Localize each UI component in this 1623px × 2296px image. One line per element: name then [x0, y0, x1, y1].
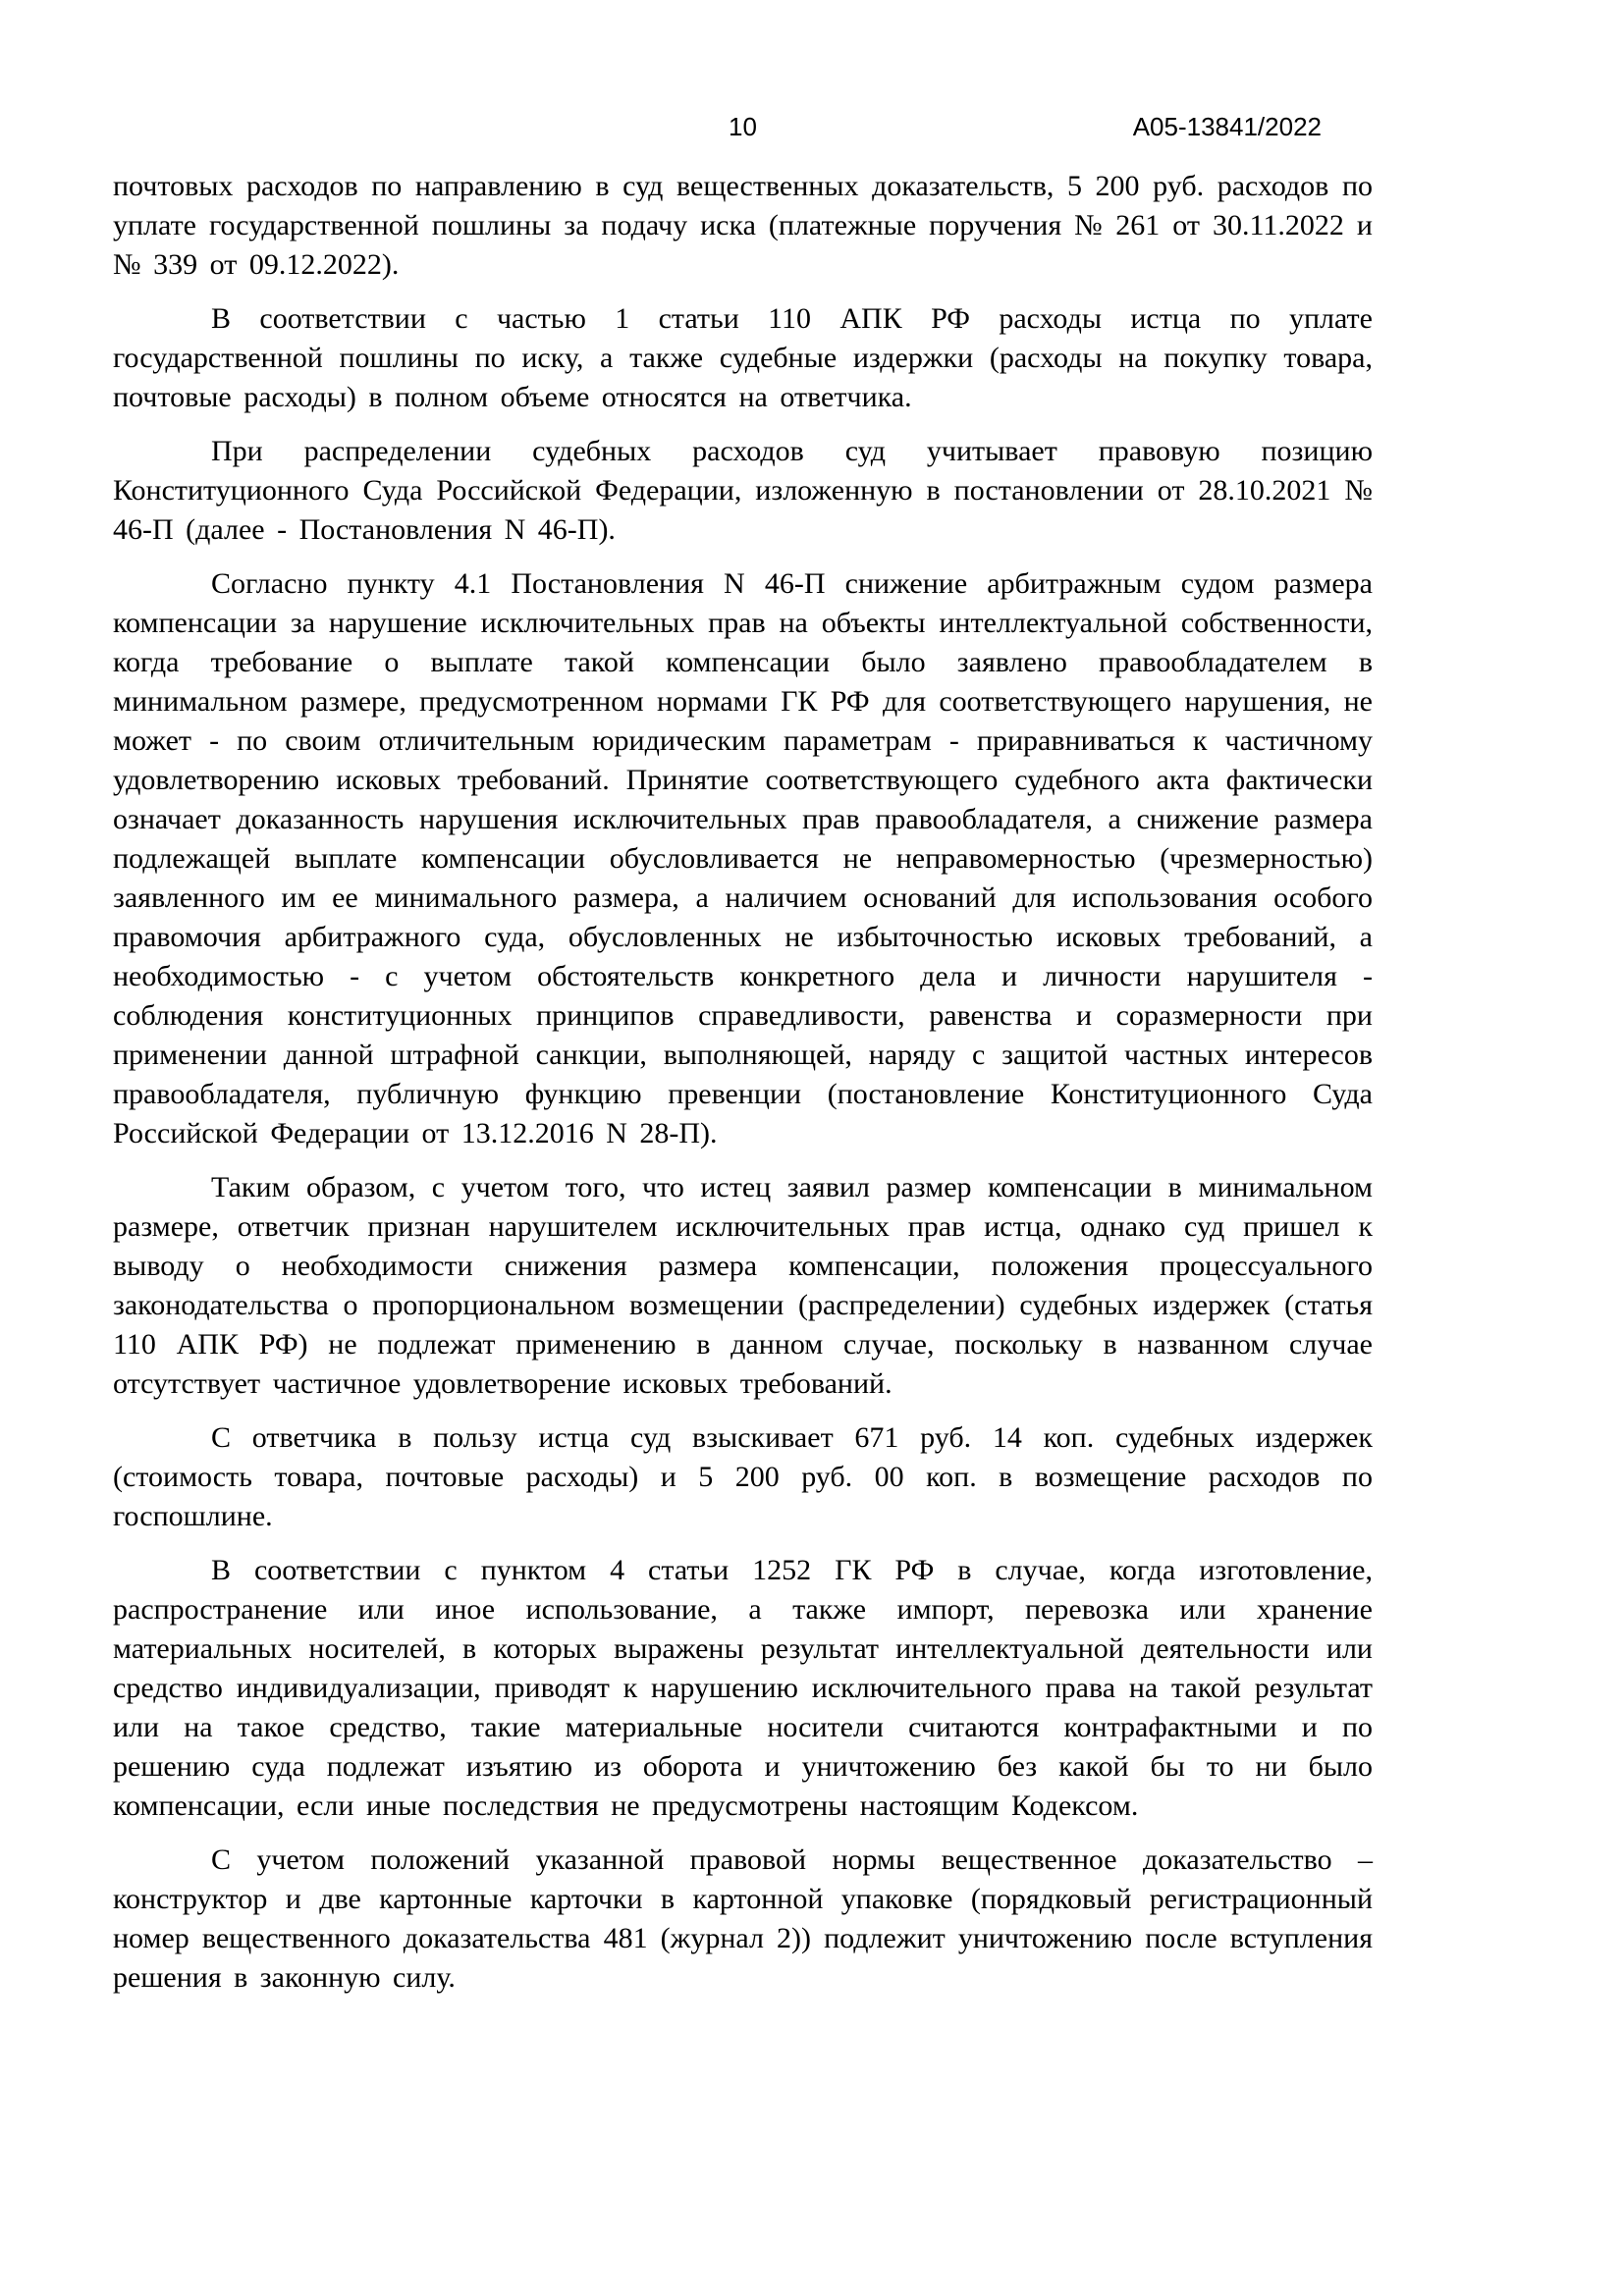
paragraph-2: В соответствии с частью 1 статьи 110 АПК РФ расходы истца по уплате государственной пошлины по иску, а также судебные издержки (расходы на покупку товара, почтовые расходы) в полном объеме относятся на ответчика.	[113, 302, 1373, 413]
paragraph-7: В соответствии с пунктом 4 статьи 1252 ГК РФ в случае, когда изготовление, распространение или иное использование, а также импорт, перевозка или хранение материальных носителей, в которых выражены результат интеллектуальной деятельности или средство индивидуализации, приводят к нарушению исключительного права на такой результат или на такое средство, такие материальные носители считаются контрафактными и по решению суда подлежат изъятию из оборота и уничтожению без какой бы то ни было компенсации, если иные последствия не предусмотрены настоящим Кодексом.	[113, 1554, 1373, 1822]
case-number: А05-13841/2022	[1132, 112, 1322, 141]
paragraph-8: С учетом положений указанной правовой нормы вещественное доказательство – конструктор и две картонные карточки в картонной упаковке (порядковый регистрационный номер вещественного доказательства 481 (журнал 2)) подлежит уничтожению после вступления решения в законную силу.	[113, 1843, 1373, 1994]
paragraph-1: почтовых расходов по направлению в суд вещественных доказательств, 5 200 руб. расходов по уплате государственной пошлины за подачу иска (платежные поручения № 261 от 30.11.2022 и № 339 от 09.12.2022).	[113, 170, 1373, 281]
document-body	[113, 167, 1373, 2012]
paragraph-5: Таким образом, с учетом того, что истец заявил размер компенсации в минимальном размере, ответчик признан нарушителем исключительных прав истца, однако суд пришел к выводу о необходимости снижения размера компенсации, положения процессуального законодательства о пропорциональном возмещении (распределении) судебных издержек (статья 110 АПК РФ) не подлежат применению в данном случае, поскольку в названном случае отсутствует частичное удовлетворение исковых требований.	[113, 1171, 1373, 1400]
paragraph-4: Согласно пункту 4.1 Постановления N 46-П снижение арбитражным судом размера компенсации за нарушение исключительных прав на объекты интеллектуальной собственности, когда требование о выплате такой компенсации было заявлено правообладателем в минимальном размере, предусмотренном нормами ГК РФ для соответствующего нарушения, не может - по своим отличительным юридическим параметрам - приравниваться к частичному удовлетворению исковых требований. Принятие соответствующего судебного акта фактически означает доказанность нарушения исключительных прав правообладателя, а снижение размера подлежащей выплате компенсации обусловливается не неправомерностью (чрезмерностью) заявленного им ее минимального размера, а наличием оснований для использования особого правомочия арбитражного суда, обусловленных не избыточностью исковых требований, а необходимостью - с учетом обстоятельств конкретного дела и личности нарушителя - соблюдения конституционных принципов справедливости, равенства и соразмерности при применении данной штрафной санкции, выполняющей, наряду с защитой частных интересов правообладателя, публичную функцию превенции (постановление Конституционного Суда Российской Федерации от 13.12.2016 N 28-П).	[113, 567, 1373, 1149]
page-header	[113, 110, 1373, 143]
page-number: 10	[729, 112, 757, 141]
paragraph-3: При распределении судебных расходов суд учитывает правовую позицию Конституционного Суда Российской Федерации, изложенную в постановлении от 28.10.2021 № 46-П (далее - Постановления N 46-П).	[113, 435, 1373, 546]
paragraph-6: С ответчика в пользу истца суд взыскивает 671 руб. 14 коп. судебных издержек (стоимость товара, почтовые расходы) и 5 200 руб. 00 коп. в возмещение расходов по госпошлине.	[113, 1421, 1373, 1532]
